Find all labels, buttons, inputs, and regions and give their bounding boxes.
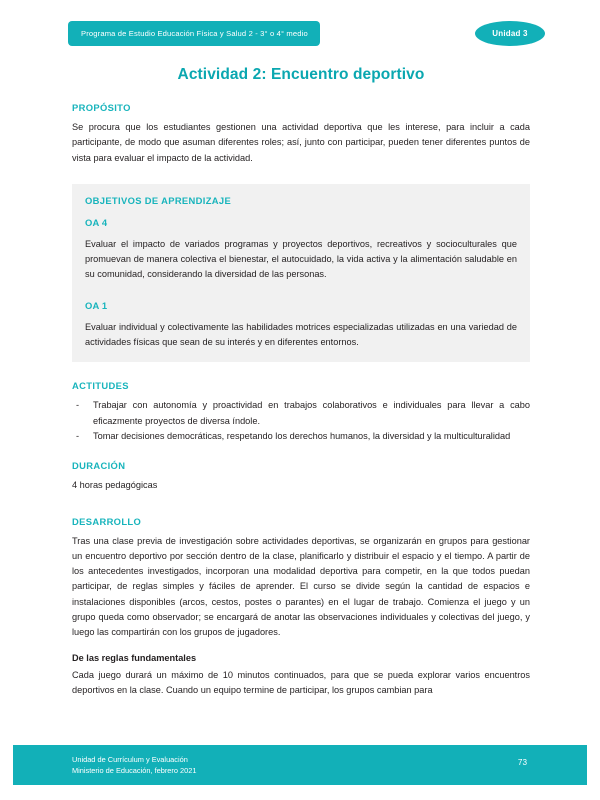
objetivos-aprendizaje-box <box>72 184 530 362</box>
actitud-text-0: Trabajar con autonomía y proactividad en trabajos colaborativos e individuales para llevar a cabo eficazmente proyectos de diversa índole. <box>93 400 530 426</box>
page-title: Actividad 2: Encuentro deportivo <box>177 66 425 83</box>
desarrollo-paragraph-2: Cada juego durará un máximo de 10 minutos continuados, para que se pueda explorar varios encuentros deportivos en la clase. Cuando un equipo termine de participar, los grupos cambian para <box>72 669 530 696</box>
program-tab <box>68 21 320 46</box>
oa-code-1: OA 1 <box>85 299 108 311</box>
seccion-duracion-heading: DURACIÓN <box>72 460 126 472</box>
seccion-actitudes-heading: ACTITUDES <box>72 380 129 392</box>
objetivos-heading: OBJETIVOS DE APRENDIZAJE <box>85 194 232 206</box>
duracion-text: 4 horas pedagógicas <box>72 480 158 491</box>
bullet-dash-icon: - <box>76 430 80 441</box>
page-header <box>0 21 600 47</box>
document-content <box>72 66 530 699</box>
actitudes-list <box>72 398 530 444</box>
program-tab-label: Programa de Estudio Educación Física y Salud 2 - 3° o 4° medio <box>81 28 308 38</box>
bullet-dash-icon: - <box>76 400 80 411</box>
page-footer <box>13 745 587 785</box>
footer-institution <box>72 754 196 776</box>
list-item <box>72 398 530 429</box>
oa-code-0: OA 4 <box>85 216 108 228</box>
list-item <box>72 429 530 444</box>
footer-line-1: Unidad de Currículum y Evaluación <box>72 755 188 764</box>
seccion-desarrollo-heading: DESARROLLO <box>72 515 142 527</box>
unit-badge <box>475 21 545 46</box>
unit-badge-label: Unidad 3 <box>492 28 528 38</box>
page-number: 73 <box>517 758 527 767</box>
actitud-text-1: Tomar decisiones democráticas, respetando los derechos humanos, la diversidad y la multiculturalidad <box>93 430 511 441</box>
oa-text-0: Evaluar el impacto de variados programas y proyectos deportivos, recreativos y socioculturales que promuevan de manera colectiva el bienestar, el autocuidado, la vida activa y la alimentación saludable en su comunidad, considerando la diversidad de las personas. <box>85 238 517 280</box>
desarrollo-paragraph-1: Tras una clase previa de investigación sobre actividades deportivas, se organizarán en grupos para gestionar un encuentro deportivo por sección dentro de la clase, planificarlo y distribuir el espacio y el tiempo. A partir de los antecedentes investigados, incorporan una modalidad deportiva para competir, en la que todos puedan participar, de reglas simples y fáciles de aprender. El curso se divide según la cantidad de espacios e instalaciones disponibles (arcos, cestos, postes o parantes) en el lugar de trabajo. Comienza el juego y un grupo queda como observador; se encargará de anotar las observaciones individuales y colectivas del juego, y luego las compartirán con los grupos de jugadores. <box>72 535 530 638</box>
oa-text-1: Evaluar individual y colectivamente las habilidades motrices especializadas utilizadas en una variedad de actividades físicas que sean de su interés y en diferentes entornos. <box>85 321 517 348</box>
seccion-proposito-heading: PROPÓSITO <box>72 102 131 113</box>
proposito-text: Se procura que los estudiantes gestionen una actividad deportiva que les interese, para incluir a cada participante, de modo que asuman diferentes roles; así, junto con participar, pueden tener diferentes puntos de vista para evaluar el impacto de la actividad. <box>72 122 530 163</box>
footer-line-2: Ministerio de Educación, febrero 2021 <box>72 766 197 775</box>
desarrollo-subheading: De las reglas fundamentales <box>72 652 197 663</box>
